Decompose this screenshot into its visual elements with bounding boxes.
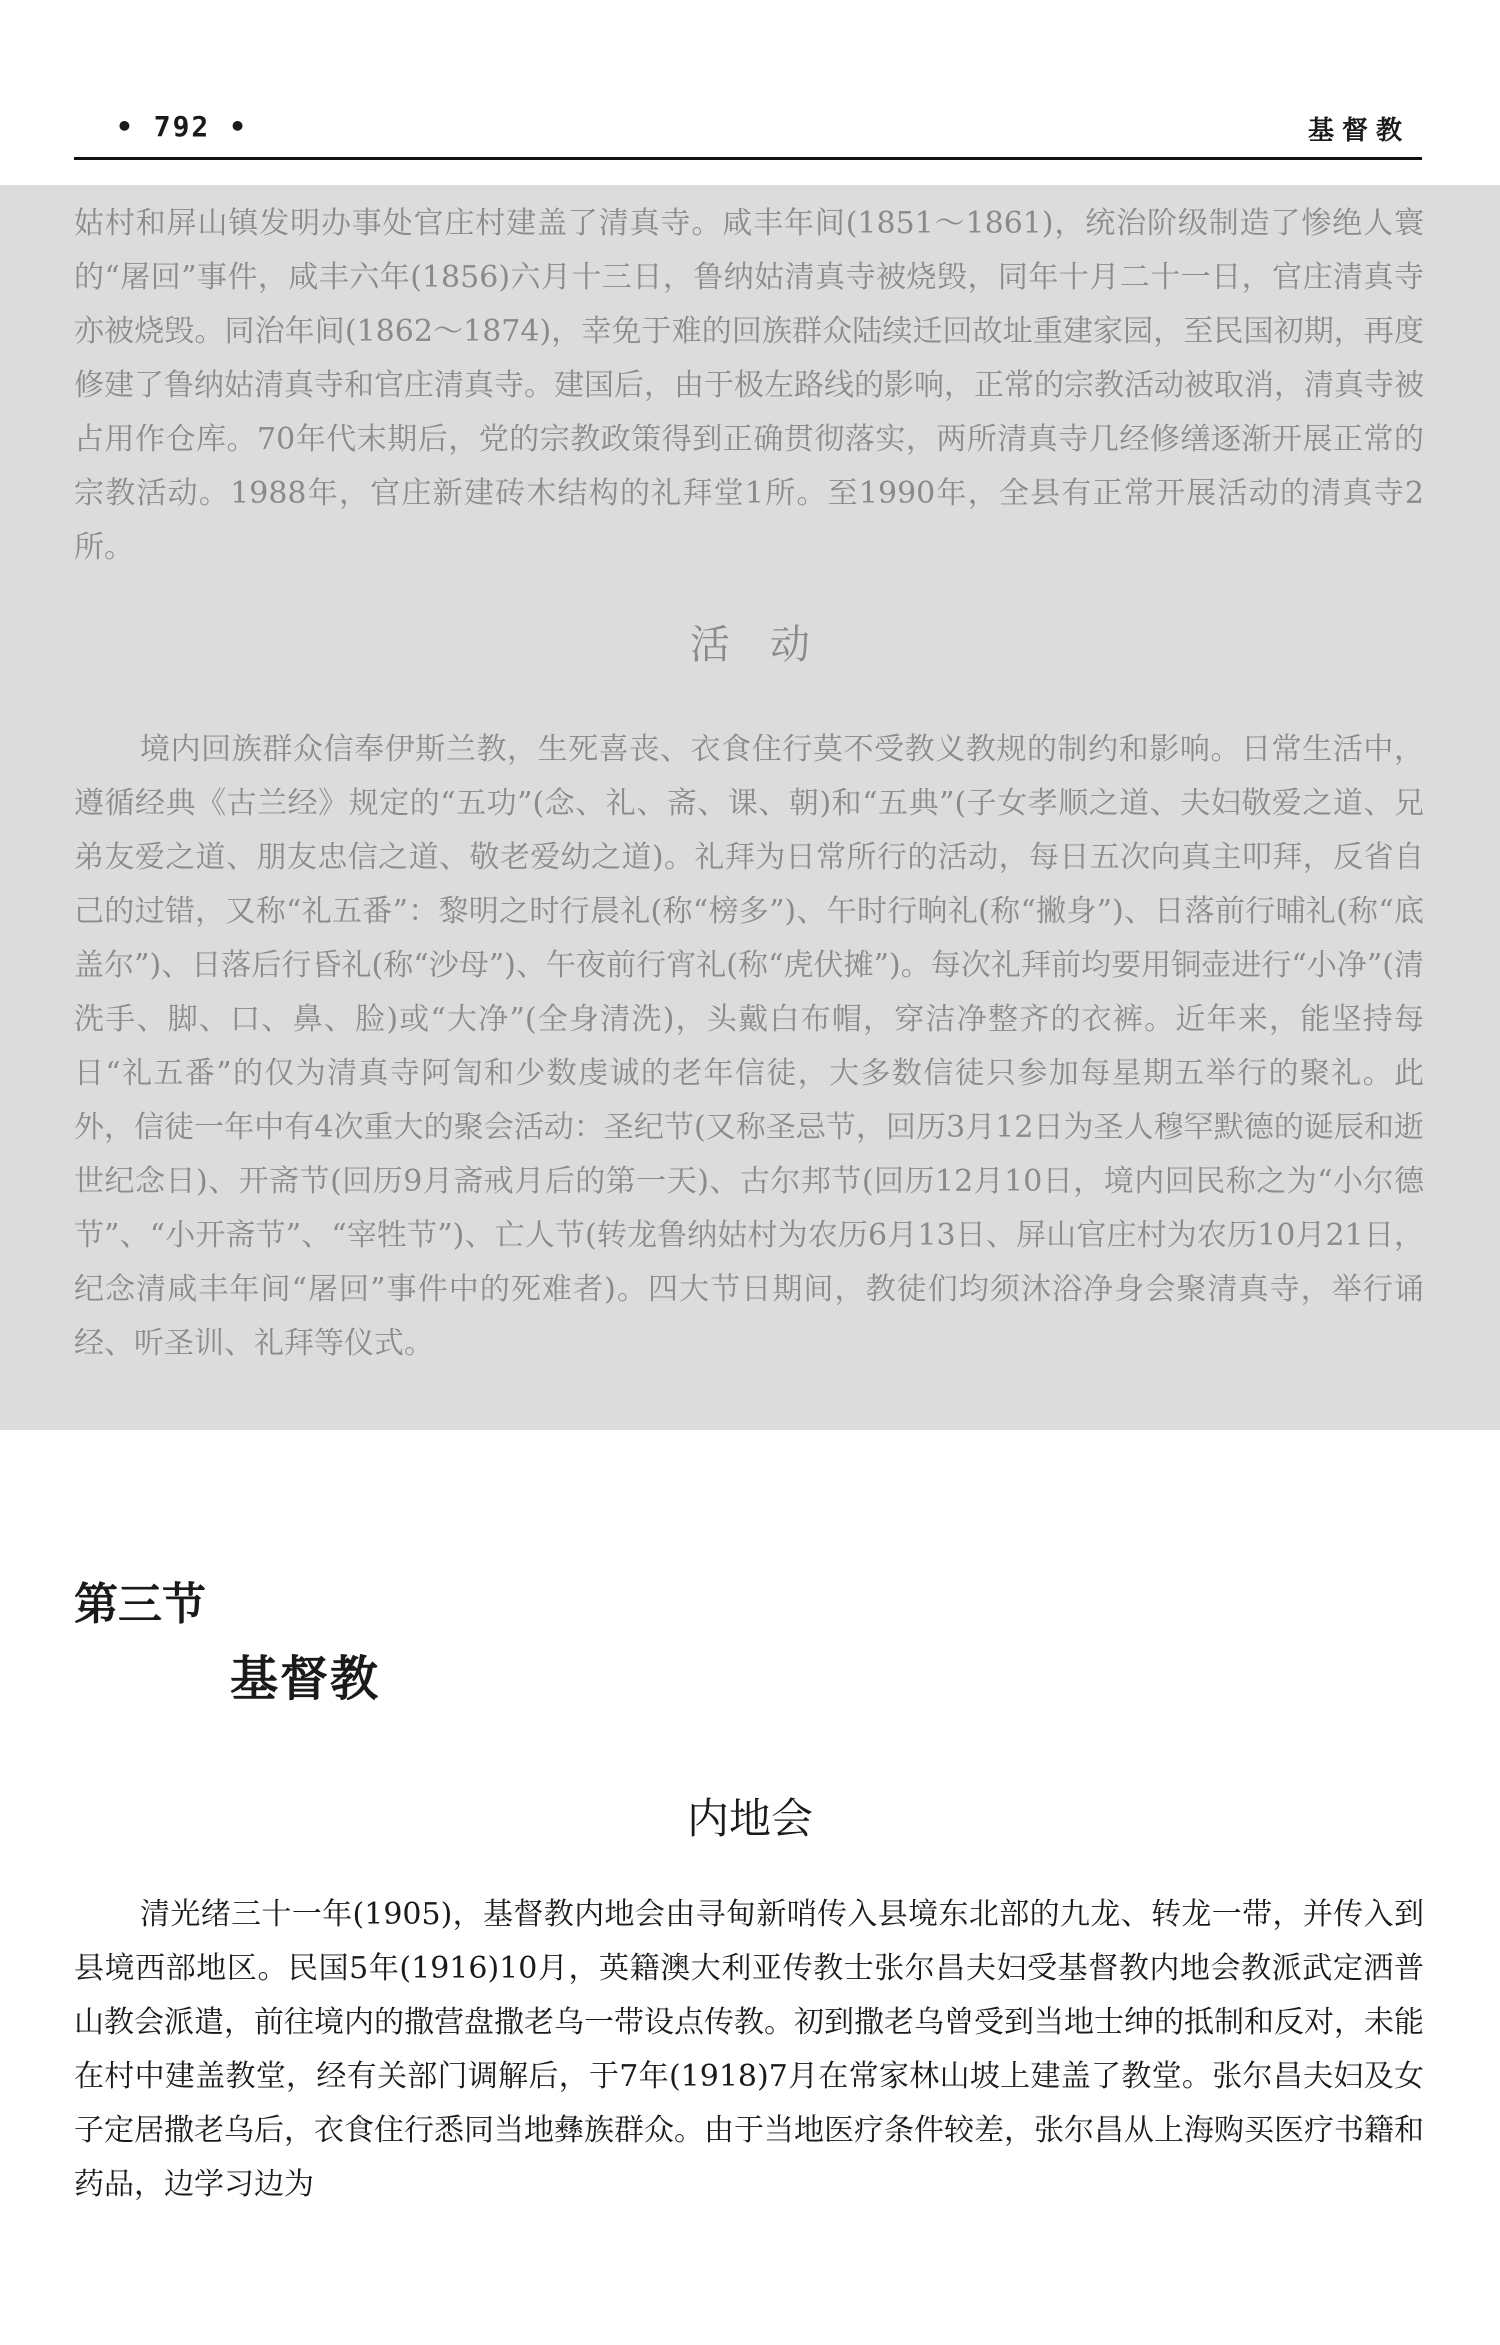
inland-mission-subheading: 内地会 [686, 1794, 813, 1843]
previous-section-block [0, 185, 1500, 1430]
section-title: 基督教 [230, 1651, 381, 1707]
activity-subheading: 活动 [690, 622, 850, 668]
mosque-history-paragraph: 姑村和屏山镇发明办事处官庄村建盖了清真寺。咸丰年间(1851～1861)，统治阶级制造了惨绝人寰的“屠回”事件，咸丰六年(1856)六月十三日，鲁纳姑清真寺被烧毁，同年十月二十一日，官庄清真寺亦被烧毁。同治年间(1862～1874)，幸免于难的回族群众陆续迁回故址重建家园，至民国初期，再度修建了鲁纳姑清真寺和官庄清真寺。建国后，由于极左路线的影响，正常的宗教活动被取消，清真寺被占用作仓库。70年代末期后，党的宗教政策得到正确贯彻落实，两所清真寺几经修缮逐渐开展正常的宗教活动。1988年，官庄新建砖木结构的礼拜堂1所。至1990年，全县有正常开展活动的清真寺2所。 [74, 206, 1424, 565]
header-rule [74, 157, 1422, 160]
page-number: • 792 • [116, 110, 249, 143]
running-title: 基督教 [1307, 116, 1410, 146]
section-number: 第三节 [74, 1579, 206, 1630]
activity-paragraph: 境内回族群众信奉伊斯兰教，生死喜丧、衣食住行莫不受教义教规的制约和影响。日常生活中，遵循经典《古兰经》规定的“五功”(念、礼、斋、课、朝)和“五典”(子女孝顺之道、夫妇敬爱之道、兄弟友爱之道、朋友忠信之道、敬老爱幼之道)。礼拜为日常所行的活动，每日五次向真主叩拜，反省自己的过错，又称“礼五番”：黎明之时行晨礼(称“榜多”)、午时行晌礼(称“撇身”)、日落前行晡礼(称“底盖尔”)、日落后行昏礼(称“沙母”)、午夜前行宵礼(称“虎伏摊”)。每次礼拜前均要用铜壶进行“小净”(清洗手、脚、口、鼻、脸)或“大净”(全身清洗)，头戴白布帽，穿洁净整齐的衣裤。近年来，能坚持每日“礼五番”的仅为清真寺阿訇和少数虔诚的老年信徒，大多数信徒只参加每星期五举行的聚礼。此外，信徒一年中有4次重大的聚会活动：圣纪节(又称圣忌节，回历3月12日为圣人穆罕默德的诞辰和逝世纪念日)、开斋节(回历9月斋戒月后的第一天)、古尔邦节(回历12月10日，境内回民称之为“小尔德节”、“小开斋节”、“宰牲节”)、亡人节(转龙鲁纳姑村为农历6月13日、屏山官庄村为农历10月21日，纪念清咸丰年间“屠回”事件中的死难者)。四大节日期间，教徒们均须沐浴净身会聚清真寺，举行诵经、听圣训、礼拜等仪式。 [74, 732, 1424, 1361]
inland-mission-paragraph: 清光绪三十一年(1905)，基督教内地会由寻甸新哨传入县境东北部的九龙、转龙一带，并传入到县境西部地区。民国5年(1916)10月，英籍澳大利亚传教士张尔昌夫妇受基督教内地会教派武定洒普山教会派遣，前往境内的撒营盘撒老乌一带设点传教。初到撒老乌曾受到当地士绅的抵制和反对，未能在村中建盖教堂，经有关部门调解后，于7年(1918)7月在常家林山坡上建盖了教堂。张尔昌夫妇及女子定居撒老乌后，衣食住行悉同当地彝族群众。由于当地医疗条件较差，张尔昌从上海购买医疗书籍和药品，边学习边为 [74, 1897, 1424, 2202]
page-header [74, 108, 1422, 152]
